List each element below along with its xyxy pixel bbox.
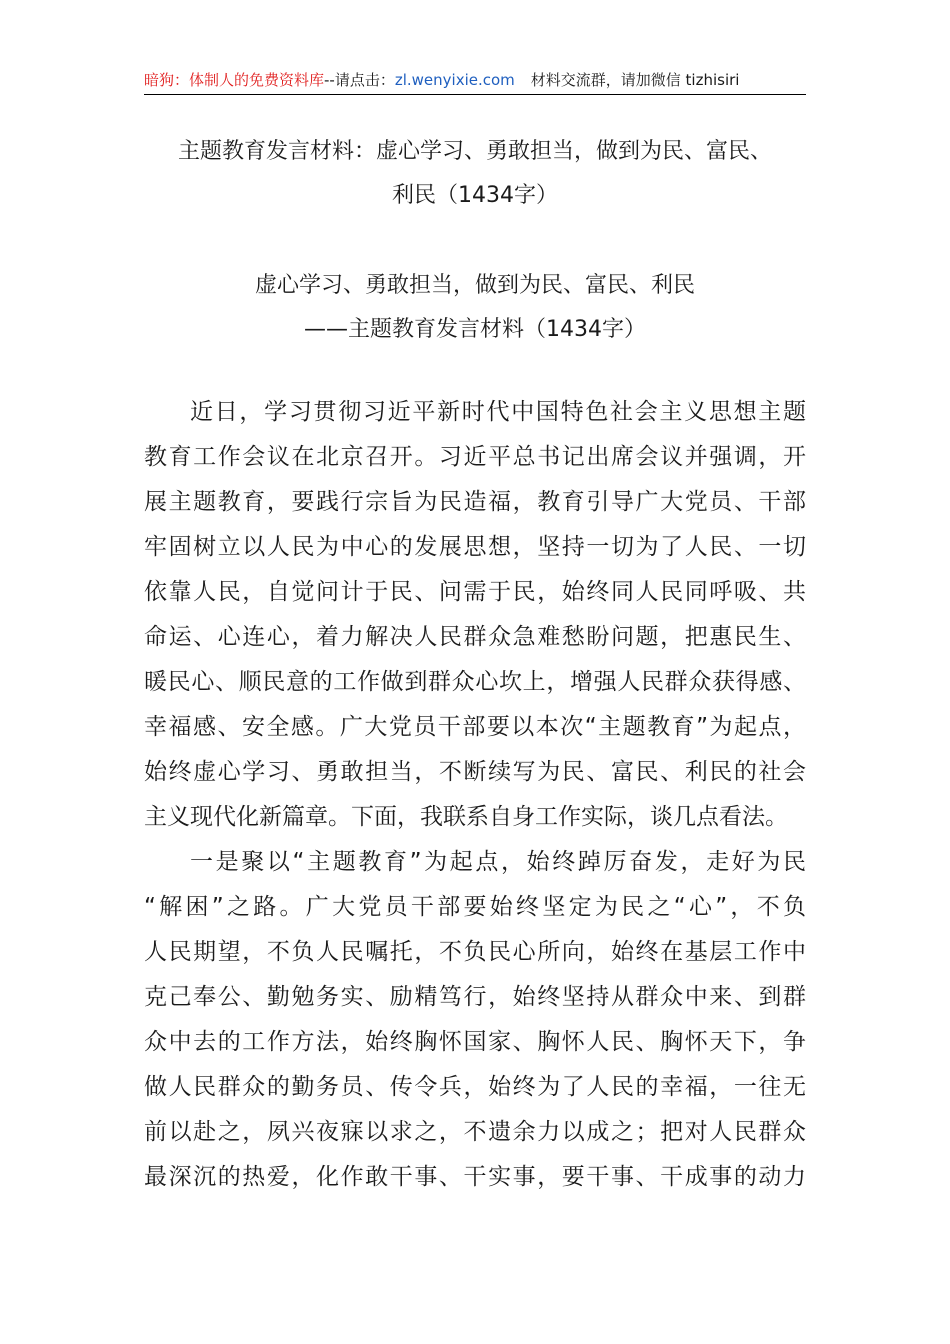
- document-title-line: 主题教育发言材料：虚心学习、勇敢担当，做到为民、富民、: [177, 139, 772, 164]
- body-line: 幸福感、安全感。广大党员干部要以本次“主题教育”为起点，: [144, 714, 806, 740]
- article-heading-sub: ——主题教育发言材料（1434字）: [304, 317, 646, 342]
- header-wechat-note: 材料交流群，请加微信 tizhisiri: [530, 71, 740, 89]
- article-heading-main: 虚心学习、勇敢担当，做到为民、富民、利民: [254, 273, 695, 298]
- header-url-link[interactable]: zl.wenyixie.com: [394, 71, 515, 89]
- page-header: [144, 66, 806, 95]
- body-line: 牢固树立以人民为中心的发展思想，坚持一切为了人民、一切: [144, 534, 806, 560]
- body-line: 人民期望，不负人民嘱托，不负民心所向，始终在基层工作中: [144, 939, 806, 965]
- body-line: 克己奉公、勤勉务实、励精笃行，始终坚持从群众中来、到群: [144, 984, 806, 1010]
- header-brand: 暗狗：体制人的免费资料库: [144, 71, 325, 89]
- body-line: 近日，学习贯彻习近平新时代中国特色社会主义思想主题: [190, 399, 806, 425]
- header-click-prefix: --请点击：: [324, 71, 395, 89]
- body-line: “解困”之路。广大党员干部要始终坚定为民之“心”，不负: [144, 894, 806, 920]
- body-line: 始终虚心学习、勇敢担当，不断续写为民、富民、利民的社会: [144, 759, 806, 785]
- body-line: 教育工作会议在北京召开。习近平总书记出席会议并强调，开: [144, 444, 806, 470]
- document-title-line: 利民（1434字）: [392, 183, 558, 208]
- article-heading: [144, 264, 806, 352]
- body-line: 命运、心连心，着力解决人民群众急难愁盼问题，把惠民生、: [144, 624, 806, 650]
- body-line: 主义现代化新篇章。下面，我联系自身工作实际，谈几点看法。: [144, 804, 788, 830]
- body-line: 暖民心、顺民意的工作做到群众心坎上，增强人民群众获得感、: [144, 669, 806, 695]
- body-line: 依靠人民，自觉问计于民、问需于民，始终同人民同呼吸、共: [144, 579, 806, 605]
- document-title: [144, 130, 806, 218]
- body-line: 一是聚以“主题教育”为起点，始终踔厉奋发，走好为民: [190, 849, 806, 875]
- body-line: 做人民群众的勤务员、传令兵，始终为了人民的幸福，一往无: [144, 1074, 806, 1100]
- body-line: 展主题教育，要践行宗旨为民造福，教育引导广大党员、干部: [144, 489, 806, 515]
- body-line: 前以赴之，夙兴夜寐以求之，不遗余力以成之；把对人民群众: [144, 1119, 806, 1145]
- body-line: 众中去的工作方法，始终胸怀国家、胸怀人民、胸怀天下，争: [144, 1029, 806, 1055]
- body-line: 最深沉的热爱，化作敢干事、干实事，要干事、干成事的动力: [144, 1164, 806, 1190]
- article-body: [144, 390, 806, 1200]
